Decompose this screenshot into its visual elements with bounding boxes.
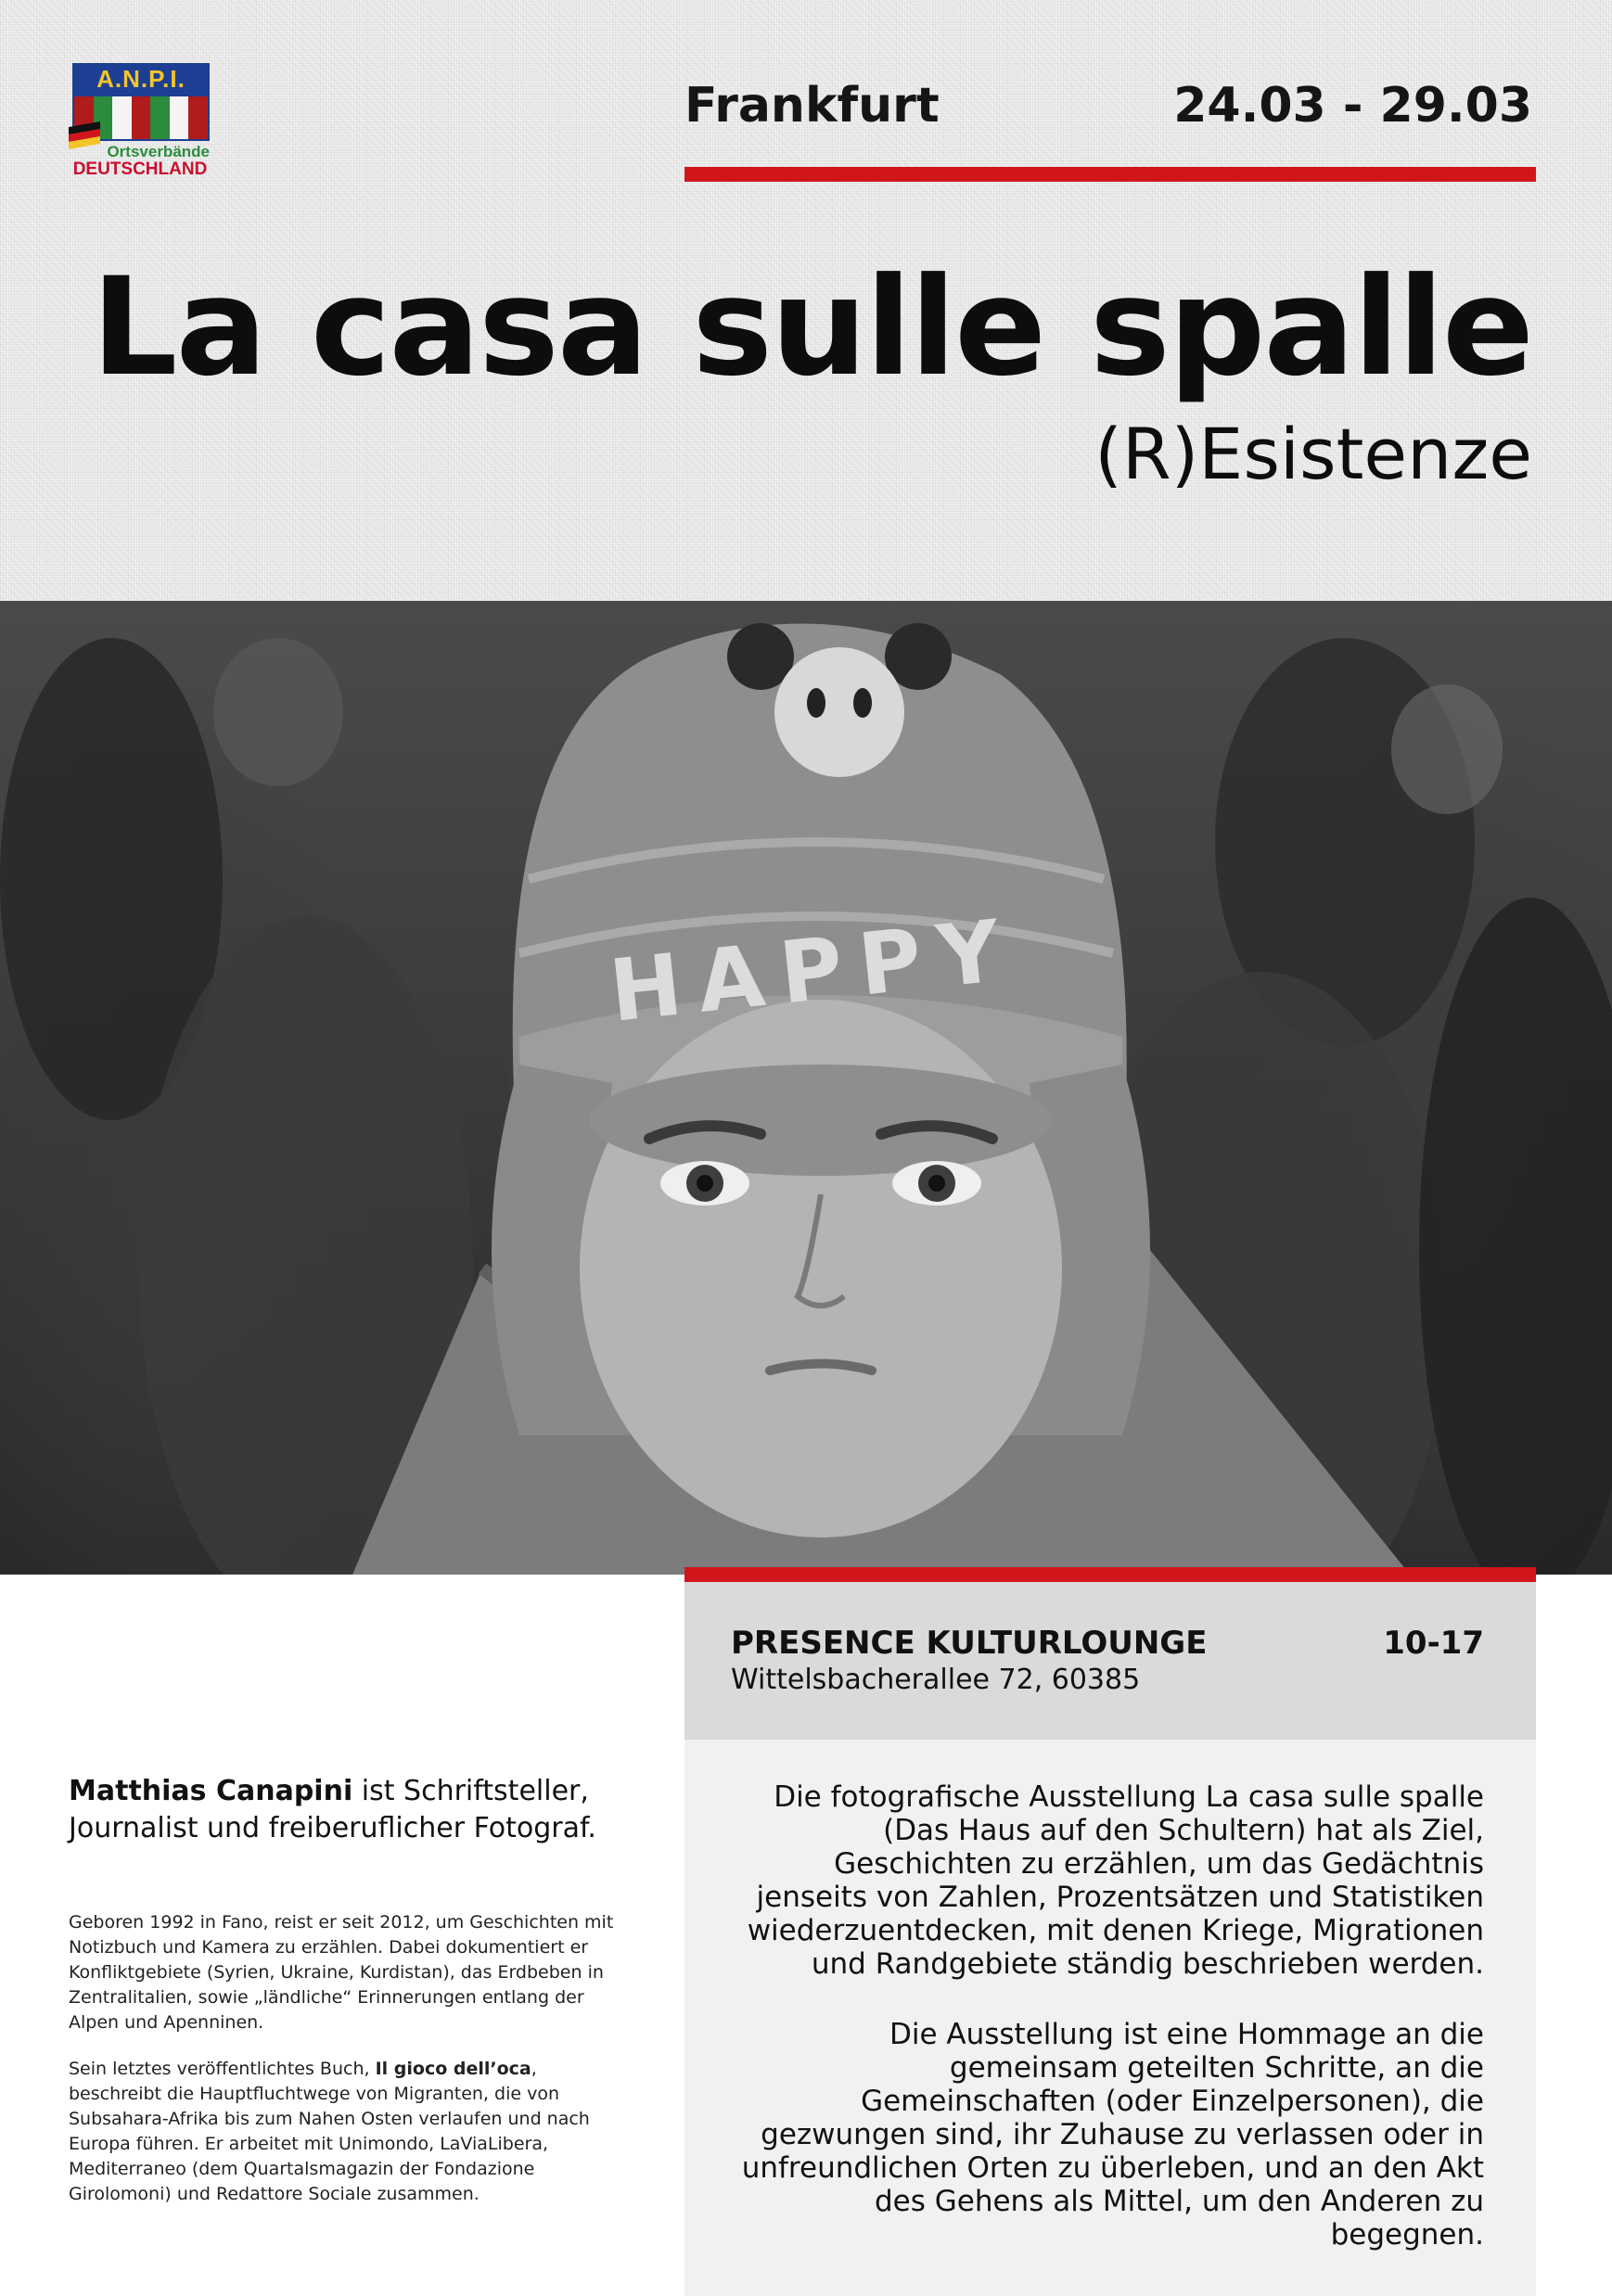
poster-header bbox=[0, 0, 1612, 601]
child-portrait-photo bbox=[0, 601, 1612, 1575]
book-title: Il gioco dell’oca bbox=[375, 2059, 531, 2079]
red-divider bbox=[684, 167, 1536, 182]
poster-subtitle: (R)Esistenze bbox=[1094, 413, 1532, 495]
description-paragraph-2: Die Ausstellung ist eine Hommage an die gemeinsam geteilten Schritte, an die Gemeinschaften (oder Einzelpersonen), die gezwungen sind, ihr Zuhause zu verlassen oder in unfreundlichen Orten zu überleben, und an den Akt des Gehens als Mittel, um den Anderen zu begegnen. bbox=[741, 2018, 1484, 2251]
logo-line1: Ortsverbände bbox=[107, 143, 210, 160]
author-name: Matthias Canapini bbox=[69, 1775, 353, 1807]
bio-paragraph-2 bbox=[69, 2057, 625, 2207]
bio-p2-start: Sein letztes veröffentlichtes Buch, bbox=[69, 2059, 376, 2079]
german-flag-icon bbox=[69, 121, 100, 149]
author-intro bbox=[69, 1773, 625, 1847]
anpi-logo bbox=[69, 63, 236, 179]
venue-name: PRESENCE KULTURLOUNGE bbox=[731, 1625, 1208, 1662]
event-city: Frankfurt bbox=[684, 78, 940, 134]
bio-paragraph-1: Geboren 1992 in Fano, reist er seit 2012, um Geschichten mit Notizbuch und Kamera zu erzählen. Dabei dokumentiert er Konfliktgebiete (Syrien, Ukraine, Kurdistan), das Erdbeben in Zentralitalien, sowie „ländliche“ Erinnerungen entlang der Alpen und Apenninen. bbox=[69, 1912, 614, 2033]
logo-title: A.N.P.I. bbox=[72, 63, 210, 95]
venue-red-divider bbox=[684, 1567, 1536, 1582]
poster-title: La casa sulle spalle bbox=[91, 249, 1532, 406]
portrait-illustration bbox=[0, 601, 1612, 1575]
author-intro-text: ist Schriftsteller, Journalist und freiberuflicher Fotograf. bbox=[69, 1775, 596, 1844]
description-paragraph-1: Die fotografische Ausstellung La casa sulle spalle (Das Haus auf den Schultern) hat als Ziel, Geschichten zu erzählen, um das Gedächtnis jenseits von Zahlen, Prozentsätzen und Statistiken wiederzuentdecken, mit denen Kriege, Migrationen und Randgebiete ständig beschrieben werden. bbox=[747, 1780, 1484, 1981]
venue-address: Wittelsbacherallee 72, 60385 bbox=[731, 1664, 1141, 1696]
venue-info-box bbox=[684, 1582, 1536, 1740]
hat-text: HAPPY bbox=[605, 899, 1021, 1041]
logo-line2: DEUTSCHLAND bbox=[72, 159, 208, 179]
opening-hours: 10-17 bbox=[1383, 1625, 1484, 1662]
bio-p2-end: , beschreibt die Hauptfluchtwege von Migranten, die von Subsahara-Afrika bis zum Nahen Osten verlaufen und nach Europa führen. Er arbeitet mit Unimondo, LaViaLibera, Mediterraneo (dem Quartalsmagazin der Fondazione Girolomoni) und Redattore Sociale zusammen. bbox=[69, 2059, 590, 2204]
exhibition-description-box bbox=[684, 1740, 1536, 2296]
event-dates: 24.03 - 29.03 bbox=[1173, 78, 1532, 134]
